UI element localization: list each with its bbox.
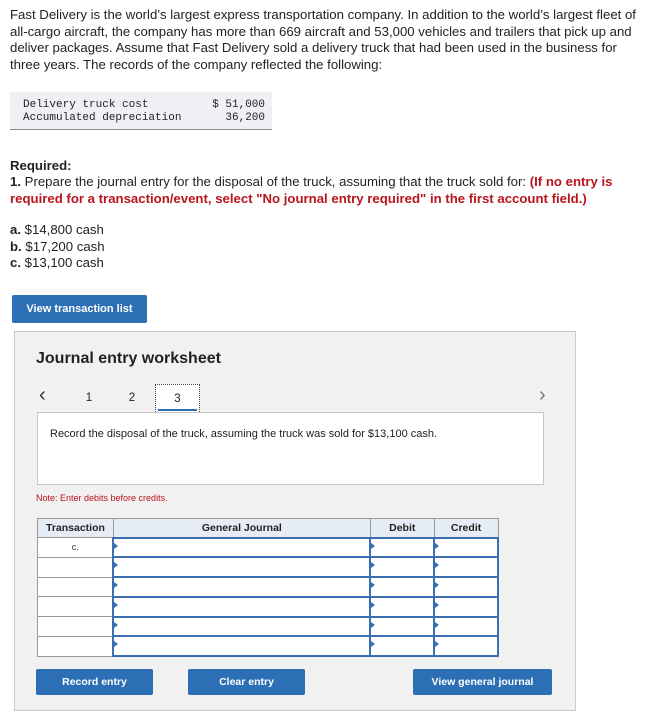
record-entry-button[interactable]: Record entry bbox=[36, 669, 153, 695]
table-row bbox=[38, 597, 499, 617]
cost-label: Accumulated depreciation bbox=[23, 112, 182, 124]
required-text: Prepare the journal entry for the disposal of the truck, assuming that the truck sold for: bbox=[21, 174, 530, 189]
account-select[interactable] bbox=[113, 538, 370, 558]
account-select[interactable] bbox=[113, 577, 370, 597]
transaction-cell: c. bbox=[38, 538, 114, 558]
transaction-description: Record the disposal of the truck, assuming the truck was sold for $13,100 cash. bbox=[37, 412, 544, 485]
view-transaction-list-button[interactable]: View transaction list bbox=[12, 295, 147, 323]
cost-value: $ 51,000 bbox=[212, 99, 265, 111]
problem-intro: Fast Delivery is the world’s largest express transportation company. In addition to the world’s largest fleet of all-cargo aircraft, the company has more than 669 aircraft and 53,000 vehicles and trailers that pick up and deliver packages. Assume that Fast Delivery sold a delivery truck that had been used in the business for three years. The records of the company reflected the following: bbox=[10, 7, 636, 72]
credit-input[interactable] bbox=[434, 538, 498, 558]
required-number: 1. bbox=[10, 174, 21, 189]
debit-input[interactable] bbox=[370, 597, 434, 617]
table-row bbox=[38, 617, 499, 637]
cost-table bbox=[10, 92, 272, 130]
view-general-journal-button[interactable]: View general journal bbox=[413, 669, 552, 695]
table-row bbox=[38, 577, 499, 597]
transaction-cell bbox=[38, 617, 114, 637]
account-select[interactable] bbox=[113, 597, 370, 617]
debit-input[interactable] bbox=[370, 557, 434, 577]
transaction-cell bbox=[38, 577, 114, 597]
journal-entry-worksheet bbox=[14, 331, 576, 711]
debit-input[interactable] bbox=[370, 636, 434, 656]
account-select[interactable] bbox=[113, 557, 370, 577]
col-debit: Debit bbox=[370, 519, 434, 538]
journal-grid bbox=[37, 518, 499, 657]
option-item: c. $13,100 cash bbox=[10, 255, 104, 270]
cost-label: Delivery truck cost bbox=[23, 99, 149, 111]
clear-entry-button[interactable]: Clear entry bbox=[188, 669, 305, 695]
col-general-journal: General Journal bbox=[113, 519, 370, 538]
sale-options bbox=[10, 222, 105, 272]
chevron-right-icon[interactable]: › bbox=[539, 384, 546, 406]
col-transaction: Transaction bbox=[38, 519, 114, 538]
debit-input[interactable] bbox=[370, 617, 434, 637]
account-select[interactable] bbox=[113, 636, 370, 656]
credit-input[interactable] bbox=[434, 597, 498, 617]
page-3[interactable]: 3 bbox=[155, 384, 200, 414]
credit-input[interactable] bbox=[434, 636, 498, 656]
option-item: b. $17,200 cash bbox=[10, 238, 105, 254]
required-instructions bbox=[10, 174, 642, 207]
page-1[interactable]: 1 bbox=[85, 392, 93, 404]
option-item: a. $14,800 cash bbox=[10, 222, 104, 237]
table-row bbox=[38, 557, 499, 577]
required-note: (If no entry is required for a transaction/event, select "No journal entry required" in the first account field.) bbox=[10, 174, 613, 206]
worksheet-pager bbox=[15, 384, 577, 414]
credit-input[interactable] bbox=[434, 557, 498, 577]
debit-input[interactable] bbox=[370, 577, 434, 597]
table-row bbox=[38, 636, 499, 656]
chevron-left-icon[interactable]: ‹ bbox=[39, 384, 46, 406]
required-heading: Required: bbox=[10, 158, 72, 173]
transaction-cell bbox=[38, 557, 114, 577]
account-select[interactable] bbox=[113, 617, 370, 637]
transaction-cell bbox=[38, 597, 114, 617]
worksheet-title: Journal entry worksheet bbox=[36, 350, 221, 367]
transaction-cell bbox=[38, 636, 114, 656]
debit-credit-note: Note: Enter debits before credits. bbox=[36, 493, 168, 503]
credit-input[interactable] bbox=[434, 577, 498, 597]
debit-input[interactable] bbox=[370, 538, 434, 558]
credit-input[interactable] bbox=[434, 617, 498, 637]
cost-value: 36,200 bbox=[225, 112, 265, 124]
col-credit: Credit bbox=[434, 519, 498, 538]
table-row bbox=[38, 538, 499, 558]
page-2[interactable]: 2 bbox=[128, 392, 136, 404]
